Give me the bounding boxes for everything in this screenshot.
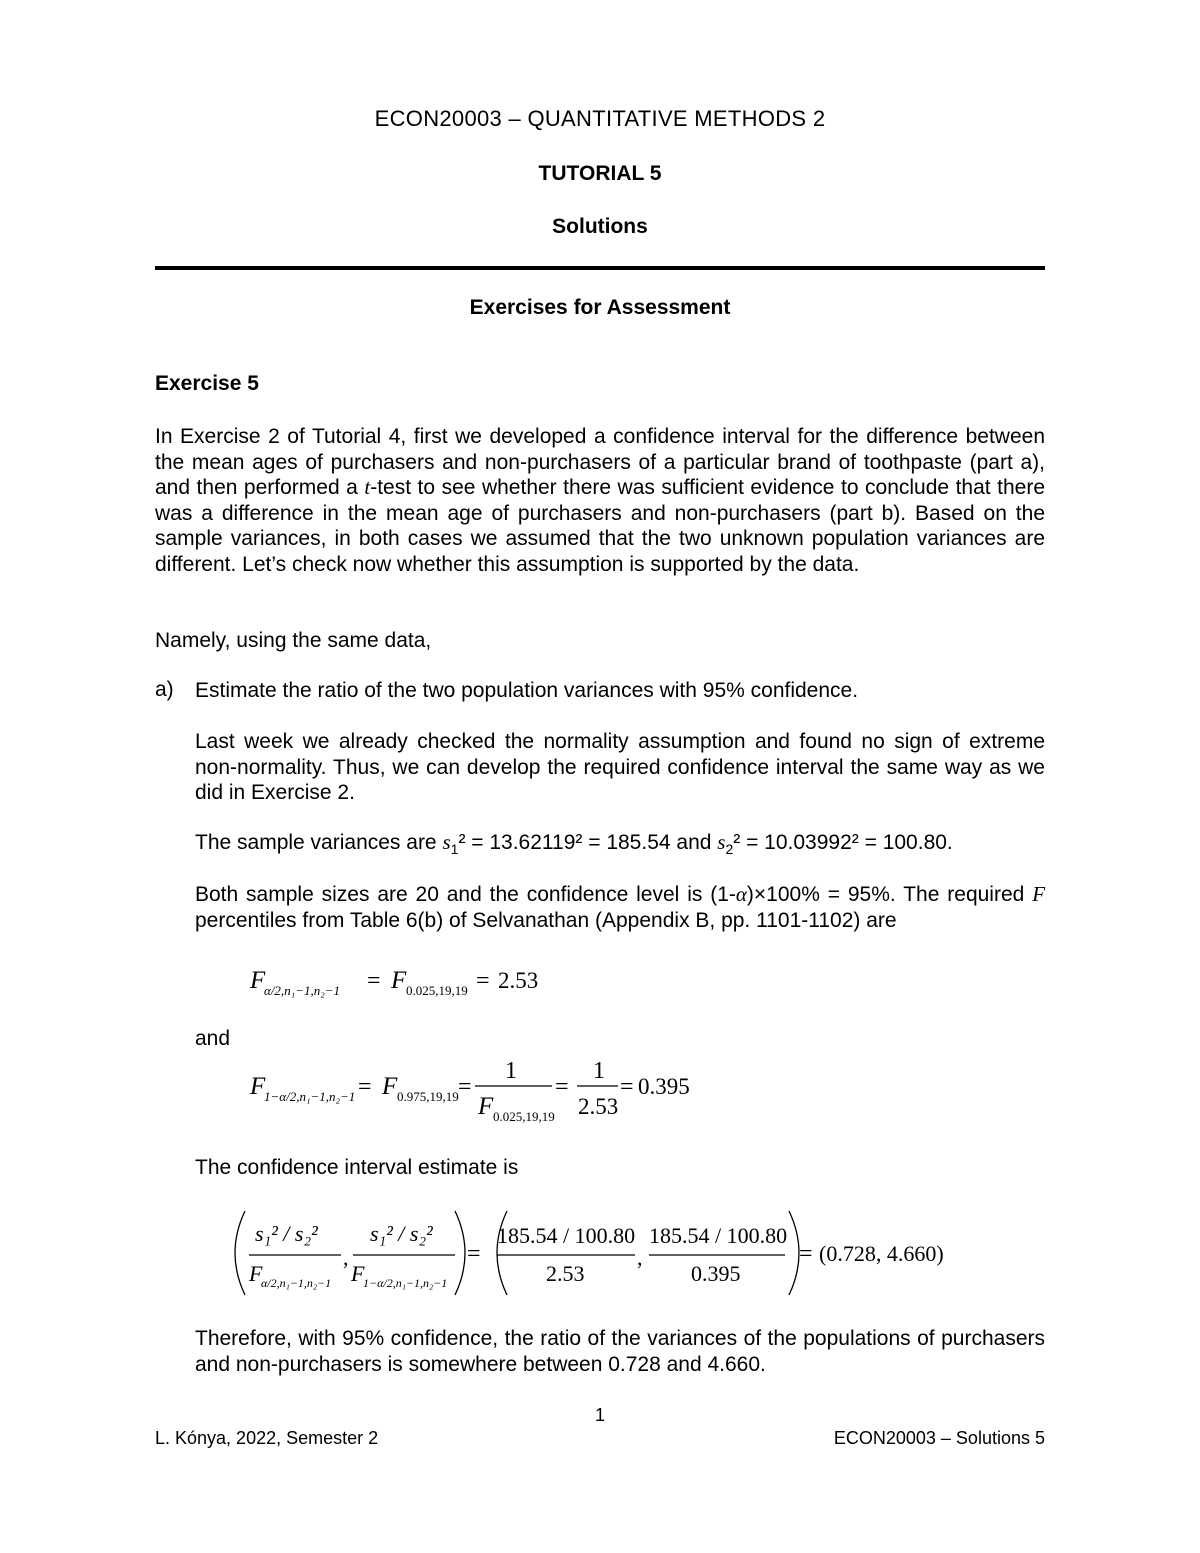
svg-text:=: = — [467, 1241, 481, 1267]
part-a-question: Estimate the ratio of the two population variances with 95% confidence. — [195, 679, 859, 702]
eq2-den-value: 2.53 — [578, 1094, 619, 1119]
header-divider — [155, 266, 1045, 270]
svg-text:=: = — [367, 968, 381, 994]
eq2-num-one: 1 — [505, 1058, 517, 1084]
svg-text:,: , — [343, 1245, 349, 1270]
eq3-den1-subscript: α/2,n₁−1,n₂−1 — [261, 1276, 332, 1290]
footer-author: L. Kónya, 2022, Semester 2 — [155, 1428, 379, 1448]
eq1-f-symbol: F — [250, 967, 266, 994]
equation-confidence-interval — [225, 1205, 985, 1306]
conclusion-paragraph: Therefore, with 95% confidence, the ratio of the variances of the populations of purchasers and non-purchasers is somewhere between 0.728 and 4.660. — [195, 1327, 1045, 1376]
svg-text:=: = — [555, 1074, 569, 1100]
ci-intro-text: The confidence interval estimate is — [195, 1156, 519, 1179]
eq3-den1-val: 2.53 — [546, 1261, 585, 1286]
eq3-num-val-2: 185.54 / 100.80 — [649, 1223, 788, 1248]
eq3-num-1: s₁² / s₂² — [255, 1221, 318, 1246]
eq2-den-subscript: 0.025,19,19 — [493, 1109, 555, 1124]
svg-text:,: , — [637, 1245, 643, 1270]
svg-text:=: = — [458, 1074, 472, 1100]
svg-text:=: = — [476, 968, 490, 994]
sample-variances-paragraph: The sample variances are $s_1^2 = 13.62119^2 = 185.54$ and $s_2^2 = 10.03992^2 = 100.80$. — [195, 830, 953, 858]
eq2-num-one-2: 1 — [593, 1058, 605, 1084]
svg-text:=: = — [358, 1074, 372, 1100]
tutorial-title: TUTORIAL 5 — [538, 162, 662, 185]
eq2-rhs-subscript: 0.975,19,19 — [397, 1089, 459, 1104]
svg-text:=: = — [799, 1241, 813, 1267]
eq1-f-rhs: F — [391, 967, 407, 994]
part-a-label: a) — [155, 678, 174, 701]
normality-paragraph: Last week we already checked the normality assumption and found no sign of extreme non-normality. Thus, we can develop the required confidence interval the same way as we did in Exercise 2. — [195, 730, 1045, 804]
eq2-value: 0.395 — [638, 1074, 690, 1099]
eq2-f-rhs: F — [382, 1073, 398, 1100]
eq2-f-symbol: F — [250, 1073, 266, 1100]
eq1-value: 2.53 — [498, 968, 539, 993]
solutions-subtitle: Solutions — [552, 215, 648, 238]
eq3-num-val-1: 185.54 / 100.80 — [497, 1223, 636, 1248]
intro-paragraph: In Exercise 2 of Tutorial 4, first we developed a confidence interval for the difference between the mean ages of purchasers and non-purchasers of a particular brand of toothpaste (part a), and then performed a t-test to see whether there was sufficient evidence to conclude that there was a difference in the mean age of purchasers and non-purchasers (part b). Based on the sample variances, in both cases we assumed that the two unknown population variances are different. Let’s check now whether this assumption is supported by the data. — [155, 425, 1045, 576]
svg-text:F: F — [249, 1261, 263, 1286]
svg-text:F: F — [351, 1261, 365, 1286]
footer-doc-id: ECON20003 – Solutions 5 — [833, 1428, 1045, 1448]
eq3-den2-val: 0.395 — [691, 1261, 741, 1286]
eq1-rhs-subscript: 0.025,19,19 — [406, 983, 468, 998]
exercise-title: Exercise 5 — [155, 372, 259, 395]
eq3-num-2: s₁² / s₂² — [370, 1221, 433, 1246]
eq1-lhs-subscript: α/2,n₁−1,n₂−1 — [264, 983, 341, 998]
page-number: 1 — [594, 1405, 605, 1425]
equation-f-lower — [250, 1052, 710, 1137]
eq2-lhs-subscript: 1−α/2,n₁−1,n₂−1 — [264, 1089, 356, 1104]
namely-paragraph: Namely, using the same data, — [155, 629, 432, 652]
course-title: ECON20003 – QUANTITATIVE METHODS 2 — [374, 106, 826, 131]
and-text: and — [195, 1027, 231, 1050]
eq3-den2-subscript: 1−α/2,n₁−1,n₂−1 — [363, 1276, 448, 1290]
eq3-result: (0.728, 4.660) — [819, 1241, 944, 1266]
section-title: Exercises for Assessment — [469, 296, 731, 319]
eq2-den-f: F — [478, 1093, 494, 1120]
sample-sizes-paragraph: Both sample sizes are 20 and the confidence level is (1-α)×100% = 95%. The required F percentiles from Table 6(b) of Selvanathan (Appendix B, pp. 1101-1102) are — [195, 882, 1046, 932]
equation-f-upper — [250, 958, 550, 1007]
svg-text:=: = — [620, 1074, 634, 1100]
